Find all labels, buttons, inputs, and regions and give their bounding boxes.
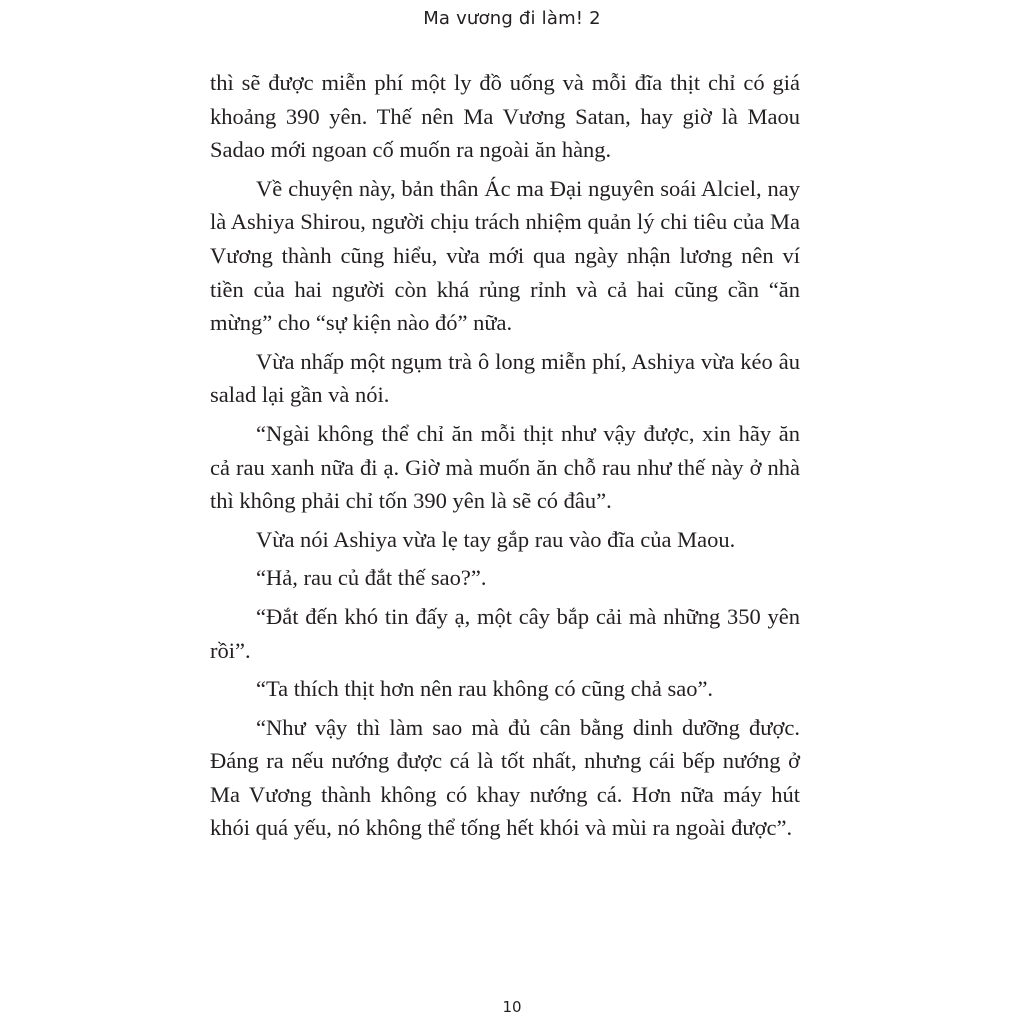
dialogue-paragraph: “Đắt đến khó tin đấy ạ, một cây bắp cải mà những 350 yên rồi”.: [210, 603, 800, 663]
running-header-title: Ma vương đi làm! 2: [423, 8, 601, 29]
dialogue-paragraph: “Ngài không thể chỉ ăn mỗi thịt như vậy được, xin hãy ăn cả rau xanh nữa đi ạ. Giờ mà muốn ăn chỗ rau như thế này ở nhà thì không phải chỉ tốn 390 yên là sẽ có đâu”.: [210, 420, 800, 514]
page-number: 10: [502, 998, 522, 1016]
paragraph: Về chuyện này, bản thân Ác ma Đại nguyên soái Alciel, nay là Ashiya Shirou, người chịu trách nhiệm quản lý chi tiêu của Ma Vương thành cũng hiểu, vừa mới qua ngày nhận lương nên ví tiền của hai người còn khá rủng rỉnh và cả hai cũng cần “ăn mừng” cho “sự kiện nào đó” nữa.: [210, 175, 800, 336]
dialogue-paragraph: “Như vậy thì làm sao mà đủ cân bằng dinh dưỡng được. Đáng ra nếu nướng được cá là tốt nhất, nhưng cái bếp nướng ở Ma Vương thành không có khay nướng cá. Hơn nữa máy hút khói quá yếu, nó không thể tống hết khói và mùi ra ngoài được”.: [210, 714, 800, 841]
body-text: [210, 66, 800, 850]
dialogue-paragraph: “Ta thích thịt hơn nên rau không có cũng chả sao”.: [256, 676, 714, 702]
paragraph-continuation: thì sẽ được miễn phí một ly đồ uống và mỗi đĩa thịt chỉ có giá khoảng 390 yên. Thế nên Ma Vương Satan, hay giờ là Maou Sadao mới ngoan cố muốn ra ngoài ăn hàng.: [210, 70, 800, 163]
paragraph: Vừa nói Ashiya vừa lẹ tay gắp rau vào đĩa của Maou.: [256, 526, 736, 552]
dialogue-paragraph: “Hả, rau củ đắt thế sao?”.: [256, 565, 487, 591]
paragraph: Vừa nhấp một ngụm trà ô long miễn phí, Ashiya vừa kéo âu salad lại gần và nói.: [210, 348, 800, 408]
